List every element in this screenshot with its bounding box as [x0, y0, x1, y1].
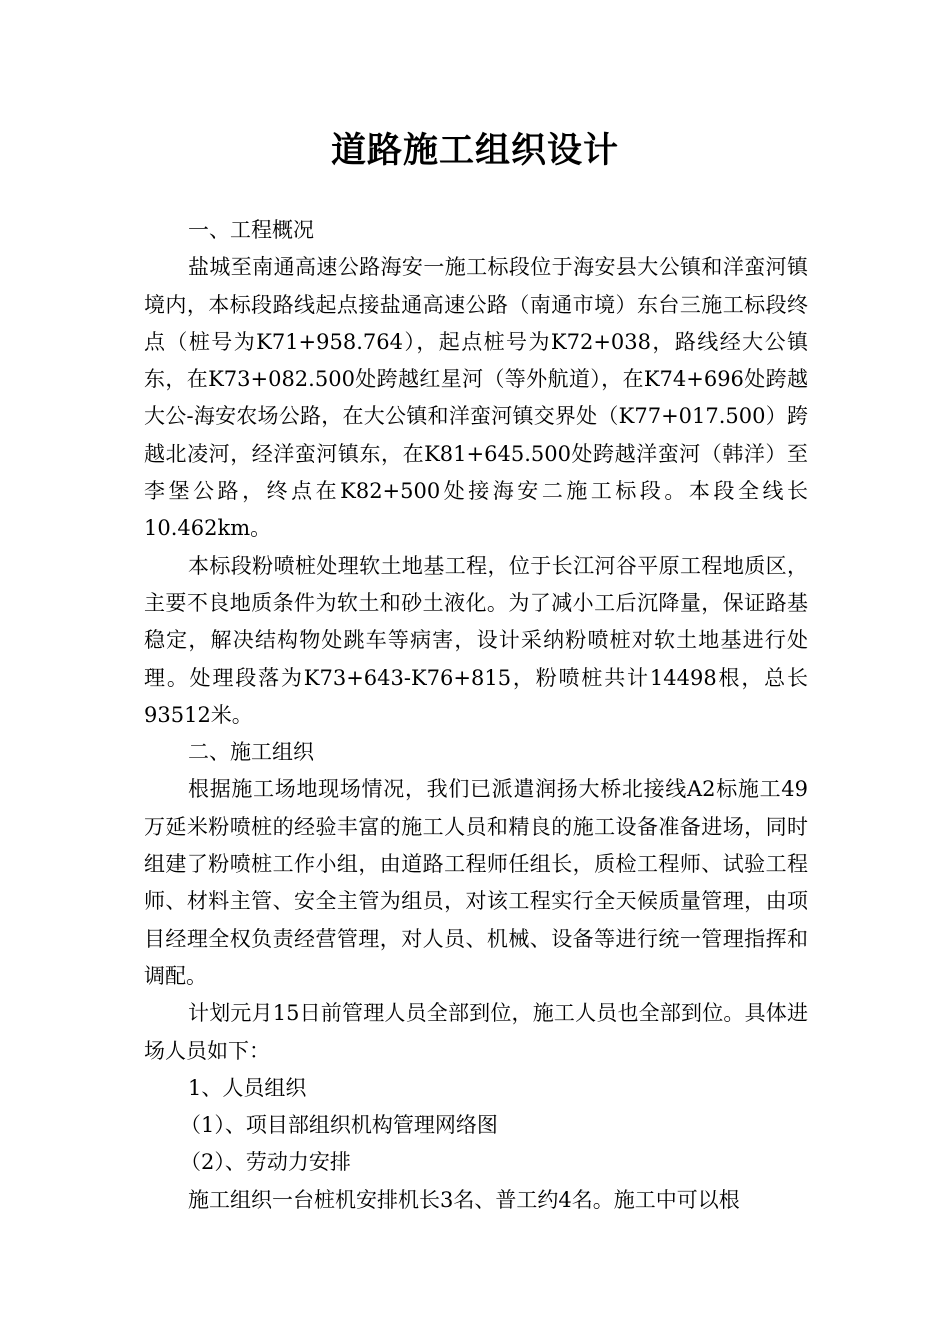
paragraph-crew: 施工组织一台桩机安排机长3名、普工约4名。施工中可以根	[188, 1187, 740, 1212]
section-heading-organization: 二、施工组织	[188, 740, 314, 765]
section-heading-overview: 一、工程概况	[188, 218, 314, 242]
document-title: 道路施工组织设计	[330, 130, 619, 171]
document-body	[144, 212, 808, 1219]
subitem-labor: （2）、劳动力安排	[180, 1150, 351, 1175]
paragraph-soft-soil-treatment: 本标段粉喷桩处理软土地基工程，位于长江河谷平原工程地质区，主要不良地质条件为软土和砂土液化。为了减小工后沉降量，保证路基稳定，解决结构物处跳车等病害，设计采纳粉喷桩对软土地基进行处理。处理段落为K73+643-K76+815，粉喷桩共计14498根，总长93512米。	[144, 553, 808, 727]
subheading-personnel: 1、人员组织	[188, 1075, 307, 1100]
subitem-org-chart: （1）、项目部组织机构管理网络图	[180, 1113, 498, 1138]
paragraph-route-description: 盐城至南通高速公路海安一施工标段位于海安县大公镇和洋蛮河镇境内，本标段路线起点接盐通高速公路（南通市境）东台三施工标段终点（桩号为K71+958.764），起点桩号为K72+038，路线经大公镇东，在K73+082.500处跨越红星河（等外航道），在K74+696处跨越大公-海安农场公路，在大公镇和洋蛮河镇交界处（K77+017.500）跨越北凌河，经洋蛮河镇东，在K81+645.500处跨越洋蛮河（韩洋）至李堡公路，终点在K82+500处接海安二施工标段。本段全线长10.462km。	[144, 255, 808, 541]
paragraph-schedule: 计划元月15日前管理人员全部到位，施工人员也全部到位。具体进场人员如下：	[144, 1001, 808, 1063]
paragraph-team-setup: 根据施工场地现场情况，我们已派遣润扬大桥北接线A2标施工49万延米粉喷桩的经验丰富的施工人员和精良的施工设备准备进场，同时组建了粉喷桩工作小组，由道路工程师任组长，质检工程师、试验工程师、材料主管、安全主管为组员，对该工程实行全天候质量管理，由项目经理全权负责经营管理，对人员、机械、设备等进行统一管理指挥和调配。	[144, 777, 808, 988]
